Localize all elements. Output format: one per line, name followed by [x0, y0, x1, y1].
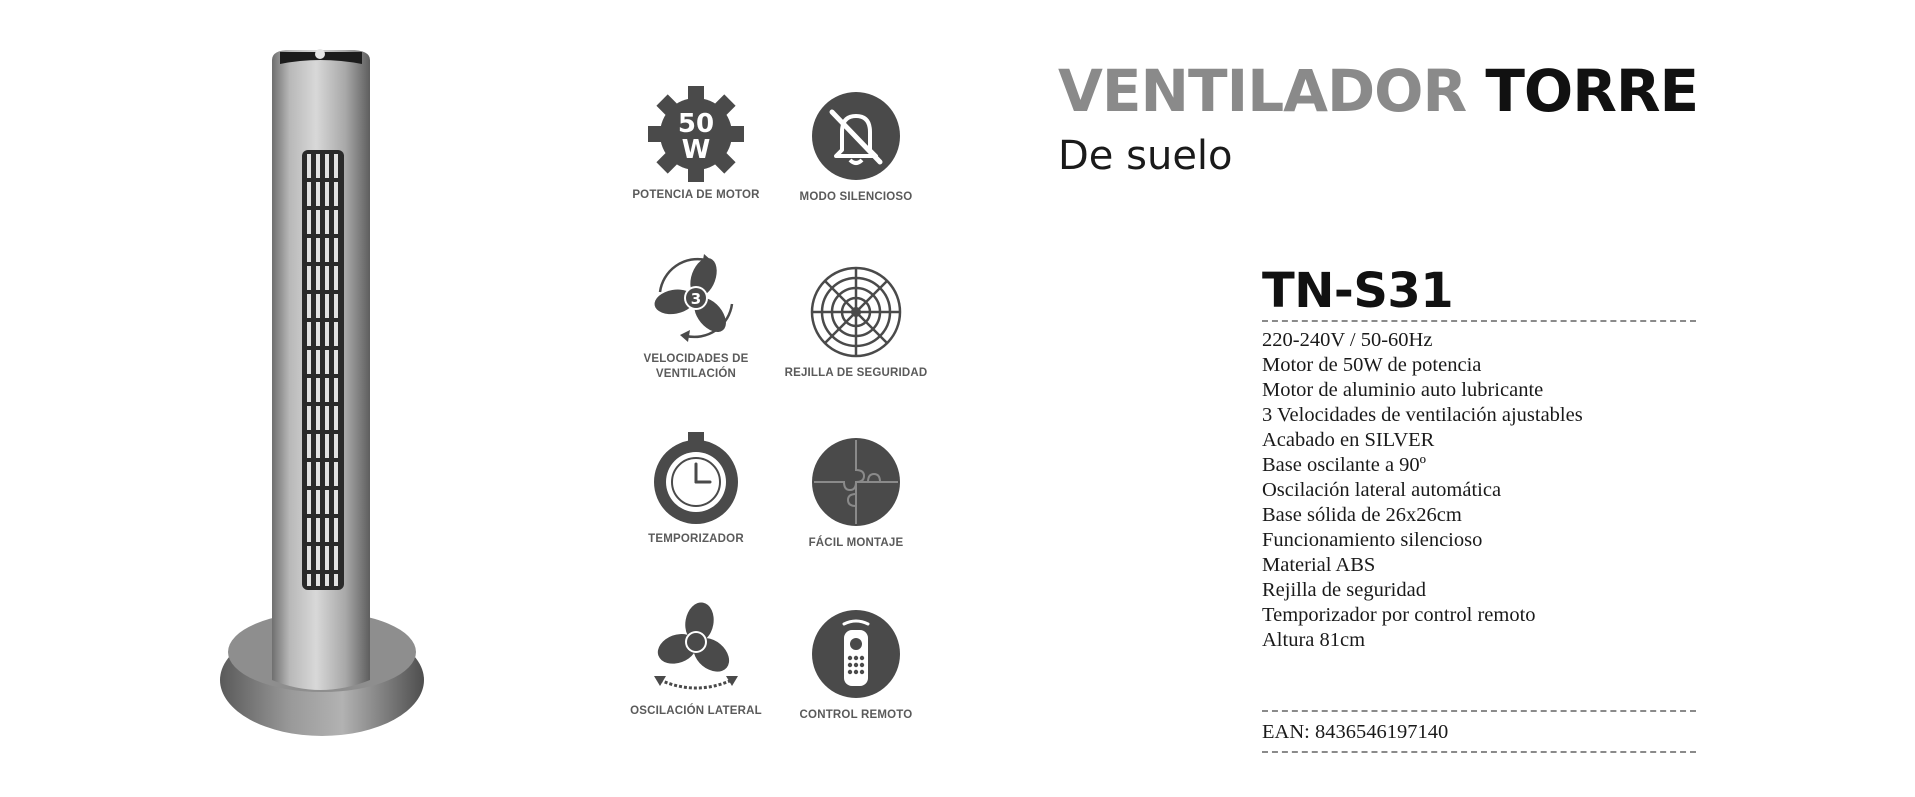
spec-item: Material ABS: [1262, 554, 1376, 576]
spec-item: Motor de aluminio auto lubricante: [1262, 379, 1544, 401]
spec-item: Funcionamiento silencioso: [1262, 529, 1483, 551]
spec-item: 220-240V / 50-60Hz: [1262, 329, 1433, 351]
spec-item: Base sólida de 26x26cm: [1262, 504, 1462, 526]
puzzle-icon: [806, 432, 906, 532]
ean-block: [1262, 710, 1696, 753]
motor-power-icon: [646, 84, 746, 184]
spec-block: [1262, 262, 1696, 653]
feature-label: VELOCIDADES DE: [643, 353, 749, 365]
feature-oscillation: [616, 600, 776, 719]
motor-power-unit: W: [681, 135, 711, 165]
fan-speeds-icon: [646, 248, 746, 348]
spec-item: Base oscilante a 90º: [1262, 454, 1427, 476]
feature-label: TEMPORIZADOR: [648, 533, 744, 545]
model-number: TN-S31: [1262, 263, 1454, 319]
oscillation-fan-icon: [646, 600, 746, 700]
speed-count: 3: [690, 290, 702, 308]
feature-timer: [616, 428, 776, 547]
spec-item: Motor de 50W de potencia: [1262, 354, 1482, 376]
feature-label: MODO SILENCIOSO: [799, 191, 913, 203]
spec-item: Temporizador por control remoto: [1262, 604, 1536, 626]
feature-label-line2: VENTILACIÓN: [655, 368, 737, 380]
title-light: VENTILADOR: [1058, 57, 1467, 125]
silent-mode-icon: [806, 86, 906, 186]
feature-label: CONTROL REMOTO: [799, 709, 913, 721]
tower-fan-icon: [210, 40, 440, 755]
feature-label: REJILLA DE SEGURIDAD: [784, 367, 928, 379]
spec-item: Acabado en SILVER: [1262, 429, 1435, 451]
spec-list: [1262, 328, 1696, 653]
title-dark: TORRE: [1485, 57, 1699, 125]
feature-fan-speeds: [616, 248, 776, 382]
divider: [1262, 320, 1696, 322]
feature-label: OSCILACIÓN LATERAL: [630, 705, 762, 717]
feature-motor-power: [616, 84, 776, 203]
spec-item: Rejilla de seguridad: [1262, 579, 1426, 601]
feature-easy-assembly: [776, 432, 936, 551]
feature-remote-control: [776, 604, 936, 723]
divider: [1262, 751, 1696, 753]
spec-item: 3 Velocidades de ventilación ajustables: [1262, 404, 1583, 426]
ean-code: EAN: 8436546197140: [1262, 721, 1449, 743]
spec-item: Oscilación lateral automática: [1262, 479, 1502, 501]
feature-label: FÁCIL MONTAJE: [808, 537, 904, 549]
safety-grille-icon: [806, 262, 906, 362]
feature-safety-grille: [776, 262, 936, 381]
divider: [1262, 710, 1696, 712]
title-block: [1058, 56, 1698, 180]
page-title: [1058, 56, 1698, 126]
timer-icon: [646, 428, 746, 528]
feature-label: POTENCIA DE MOTOR: [632, 189, 760, 201]
page-subtitle: De suelo: [1058, 133, 1233, 179]
feature-silent-mode: [776, 86, 936, 205]
motor-power-value: 50: [677, 109, 715, 139]
remote-control-icon: [806, 604, 906, 704]
spec-item: Altura 81cm: [1262, 629, 1366, 651]
